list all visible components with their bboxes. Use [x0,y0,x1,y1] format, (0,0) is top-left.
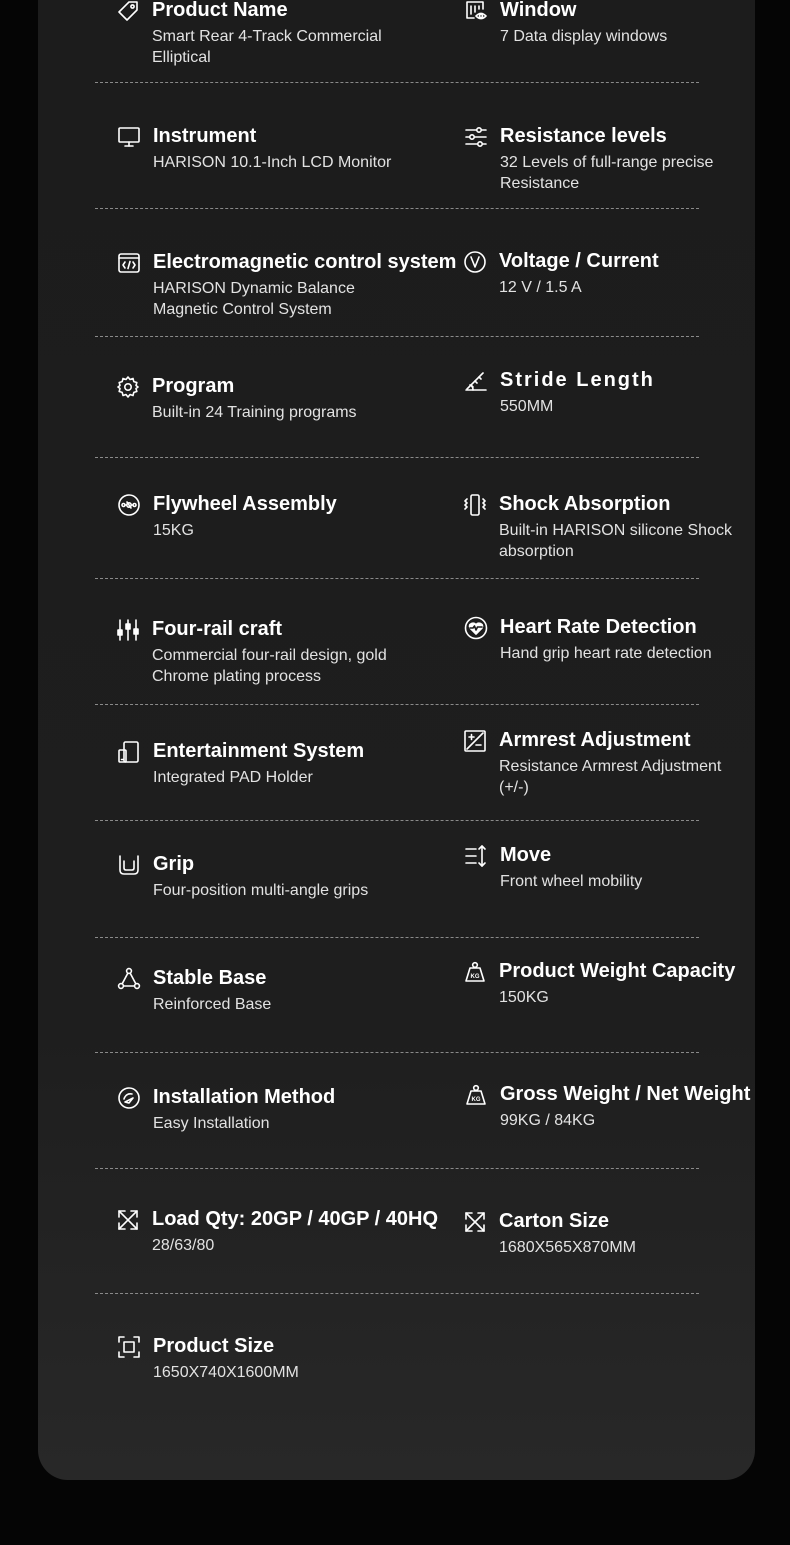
equalizer-icon [115,617,141,643]
divider [95,82,699,83]
expand-arrows-icon [462,1209,488,1235]
spec-label: Product Weight Capacity [499,960,736,982]
divider [95,208,699,209]
spec-value: Built-in 24 Training programs [152,404,357,421]
spec-value: 28/63/80 [152,1237,215,1254]
sort-arrows-icon [463,843,489,869]
spec-value: 550MM [500,398,554,415]
spec-value: Four-position multi-angle grips [153,882,369,899]
voltage-icon [462,249,488,275]
spec-value: Easy Installation [153,1115,270,1132]
spec-label: Four-rail craft [152,618,283,640]
spec-value: 99KG / 84KG [500,1112,596,1129]
gear-icon [115,374,141,400]
heart-rate-icon [463,615,489,641]
divider [95,336,699,337]
spec-label: Flywheel Assembly [153,493,337,515]
ruler-angle-icon [463,368,489,394]
grip-handle-icon [116,852,142,878]
spec-value: Commercial four-rail design, gold Chrome plating process [152,647,387,685]
vibration-icon [462,492,488,518]
spec-label: Window [500,0,577,21]
spec-value: Smart Rear 4-Track Commercial Elliptical [152,28,382,66]
spec-label: Move [500,844,552,866]
spec-label: Installation Method [153,1086,336,1108]
expand-arrows-icon [115,1207,141,1233]
spec-label: Heart Rate Detection [500,616,697,638]
divider [95,578,699,579]
spec-value: 12 V / 1.5 A [499,279,582,296]
spec-label: Stride Length [500,369,655,391]
spec-label: Stable Base [153,967,267,989]
spec-value: 15KG [153,522,194,539]
svg-text:KG: KG [471,1097,481,1103]
spec-label: Armrest Adjustment [499,729,691,751]
spec-value: Front wheel mobility [500,873,643,890]
tablet-phone-icon [116,739,142,765]
spec-label: Entertainment System [153,740,365,762]
tag-icon [115,0,141,24]
display-eye-icon [463,0,489,24]
spec-label: Voltage / Current [499,250,659,272]
divider [95,1293,699,1294]
divider [95,1052,699,1053]
spec-label: Resistance levels [500,125,667,147]
spec-label: Grip [153,853,195,875]
spec-value: Resistance Armrest Adjustment (+/-) [499,758,722,796]
spec-value: Hand grip heart rate detection [500,645,712,662]
spec-label: Electromagnetic control system [153,251,457,273]
sliders-icon [463,124,489,150]
divider [95,820,699,821]
spec-label: Product Size [153,1335,275,1357]
spec-label: Carton Size [499,1210,610,1232]
spec-label: Instrument [153,125,257,147]
spec-value: 150KG [499,989,549,1006]
divider [95,457,699,458]
spec-value: 1650X740X1600MM [153,1364,299,1381]
frame-corners-icon [116,1334,142,1360]
spec-value: 7 Data display windows [500,28,668,45]
divider [95,937,699,938]
spec-label: Gross Weight / Net Weight [500,1083,751,1105]
install-icon [116,1085,142,1111]
spec-label: Load Qty: 20GP / 40GP / 40HQ [152,1208,439,1230]
spec-value: Integrated PAD Holder [153,769,313,786]
spec-label: Program [152,375,235,397]
triangle-nodes-icon [116,966,142,992]
code-window-icon [116,250,142,276]
monitor-icon [116,124,142,150]
divider [95,1168,699,1169]
flywheel-icon [116,492,142,518]
spec-label: Product Name [152,0,288,21]
spec-label: Shock Absorption [499,493,671,515]
spec-value: Reinforced Base [153,996,272,1013]
spec-value: HARISON Dynamic Balance Magnetic Control System [153,280,355,318]
kg-weight-icon [463,1082,489,1108]
spec-value: HARISON 10.1-Inch LCD Monitor [153,154,392,171]
spec-value: 32 Levels of full-range precise Resistance [500,154,714,192]
svg-text:KG: KG [470,974,480,980]
kg-weight-icon [462,959,488,985]
spec-value: Built-in HARISON silicone Shock absorption [499,522,732,560]
plus-minus-square-icon [462,728,488,754]
divider [95,704,699,705]
spec-value: 1680X565X870MM [499,1239,636,1256]
